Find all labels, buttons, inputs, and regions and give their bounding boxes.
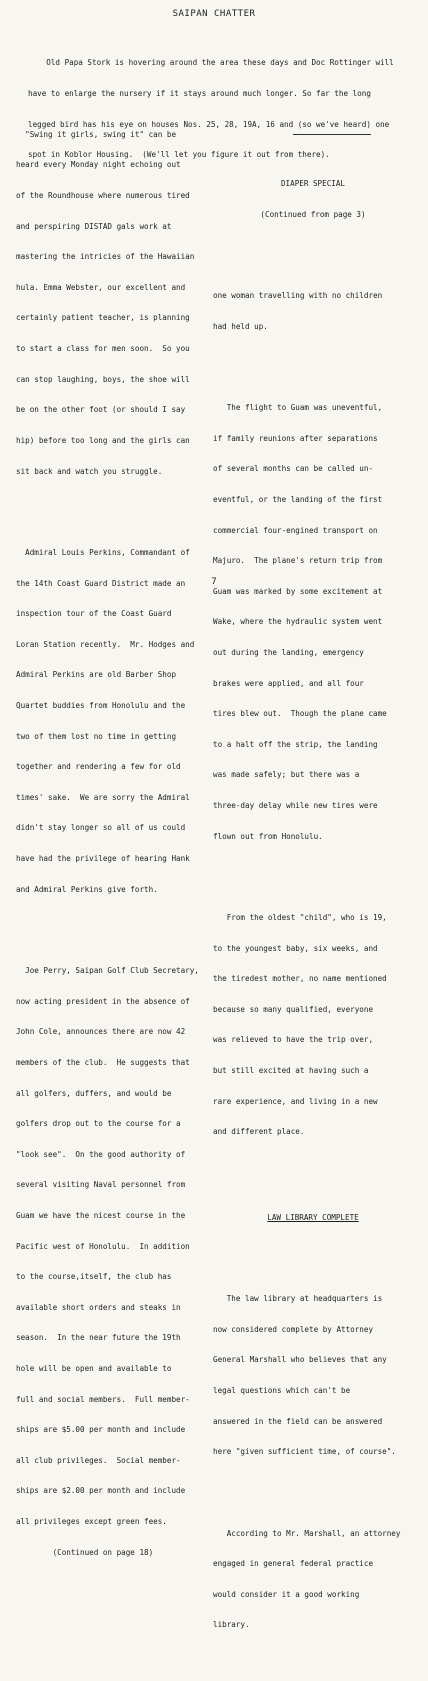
text-line: "Swing it girls, swing it" can be (16, 129, 177, 139)
text-line: hip) before too long and the girls can (16, 435, 190, 445)
page-number: 7 (211, 577, 217, 587)
golf-paragraph (16, 946, 204, 1579)
text-line: brakes were applied, and all four (213, 678, 364, 688)
text-line: According to Mr. Marshall, an attorney (213, 1528, 401, 1538)
text-line: but still excited at having such a (213, 1066, 369, 1076)
text-line: Joe Perry, Saipan Golf Club Secretary, (16, 966, 199, 976)
text-line: mastering the intricies of the Hawaiian (16, 252, 195, 262)
text-line: all club privileges. Social member- (16, 1455, 181, 1465)
section-heading: LAW LIBRARY COMPLETE (267, 1212, 359, 1222)
text-line: several visiting Naval personnel from (16, 1180, 186, 1190)
text-line: Admiral Perkins are old Barber Shop (16, 670, 177, 680)
text-line: was made safely; but there was a (213, 770, 360, 780)
text-line: because so many qualified, everyone (213, 1004, 374, 1014)
flight-paragraph (213, 383, 413, 863)
text-line: now acting president in the absence of (16, 996, 190, 1006)
text-line: all privileges except green fees. (16, 1517, 167, 1527)
text-line: and different place. (213, 1127, 305, 1137)
text-line: hula. Emma Webster, our excellent and (16, 282, 186, 292)
text-line: to a halt off the strip, the landing (213, 739, 378, 749)
text-line: flown out from Honolulu. (213, 831, 323, 841)
text-line: The law library at headquarters is (213, 1294, 383, 1304)
text-line: golfers drop out to the course for a (16, 1119, 181, 1129)
text-line: the tiredest mother, no name mentioned (213, 974, 387, 984)
text-line: times' sake. We are sorry the Admiral (16, 792, 190, 802)
text-line: heard every Monday night echoing out (16, 160, 181, 170)
text-line: out during the landing, emergency (213, 647, 364, 657)
text-line: have to enlarge the nursery if it stays around much longer. So far the long (28, 89, 371, 99)
text-line: Quartet buddies from Honolulu and the (16, 700, 186, 710)
text-line: eventful, or the landing of the first (213, 494, 383, 504)
text-line: answered in the field can be answered (213, 1416, 383, 1426)
text-line: to the youngest baby, six weeks, and (213, 943, 378, 953)
diaper-continuation (213, 271, 413, 353)
text-line: have had the privilege of hearing Hank (16, 854, 190, 864)
text-line: one woman travelling with no children (213, 291, 383, 301)
text-line: all golfers, duffers, and would be (16, 1088, 172, 1098)
text-line: ships are $2.00 per month and include (16, 1486, 186, 1496)
text-line: General Marshall who believes that any (213, 1355, 387, 1365)
continued-note: (Continued on page 18) (16, 1547, 154, 1557)
text-line: Guam was marked by some excitement at (213, 586, 383, 596)
text-line: and Admiral Perkins give forth. (16, 884, 158, 894)
text-line: now considered complete by Attorney (213, 1324, 374, 1334)
text-line: had held up. (213, 321, 268, 331)
text-line: Old Papa Stork is hovering around the area these days and Doc Rottinger will (28, 58, 394, 68)
text-line: of several months can be called un- (213, 464, 374, 474)
left-column (16, 89, 204, 1609)
text-line: certainly patient teacher, is planning (16, 313, 190, 323)
text-line: full and social members. Full member- (16, 1394, 190, 1404)
section-heading: DIAPER SPECIAL (280, 179, 345, 189)
text-line: to the course,itself, the club has (16, 1272, 172, 1282)
text-line: was relieved to have the trip over, (213, 1035, 374, 1045)
text-line: and perspiring DISTAD gals work at (16, 221, 172, 231)
text-line: two of them lost no time in getting (16, 731, 177, 741)
text-line: Pacific west of Honolulu. In addition (16, 1241, 190, 1251)
text-line: together and rendering a few for old (16, 762, 181, 772)
text-line: didn't stay longer so all of us could (16, 823, 186, 833)
section-subheading: (Continued from page 3) (260, 209, 366, 219)
text-line: three-day delay while new tires were (213, 801, 378, 810)
text-line: Majuro. The plane's return trip from (213, 556, 383, 566)
text-line: Loran Station recently. Mr. Hodges and (16, 639, 195, 649)
text-line: engaged in general federal practice (213, 1559, 374, 1569)
text-line: "look see". On the good authority of (16, 1149, 186, 1159)
text-line: available short orders and steaks in (16, 1302, 181, 1312)
text-line: be on the other foot (or should I say (16, 405, 186, 415)
text-line: John Cole, announces there are now 42 (16, 1027, 186, 1037)
text-line: tires blew out. Though the plane came (213, 709, 387, 719)
text-line: can stop laughing, boys, the shoe will (16, 374, 190, 384)
text-line: the 14th Coast Guard District made an (16, 578, 186, 588)
text-line: library. (213, 1620, 250, 1630)
text-line: legal questions which can't be (213, 1385, 351, 1395)
text-line: spot in Koblor Housing. (We'll let you figure it out from there). (28, 150, 330, 160)
text-line: Wake, where the hydraulic system went (213, 617, 383, 627)
text-line: Admiral Louis Perkins, Commandant of (16, 547, 190, 557)
law-library-paragraph (213, 1274, 413, 1478)
text-line: inspection tour of the Coast Guard (16, 609, 172, 619)
text-line: here "given sufficient time, of course". (213, 1447, 396, 1457)
text-line: if family reunions after separations (213, 433, 378, 443)
text-line: to start a class for men soon. So you (16, 344, 190, 354)
text-line: rare experience, and living in a new (213, 1096, 378, 1106)
text-line: The flight to Guam was uneventful, (213, 403, 383, 413)
text-line: legged bird has his eye on houses Nos. 25, 28, 19A, 16 and (so we've heard) one (28, 119, 390, 129)
text-line: From the oldest "child", who is 19, (213, 913, 387, 923)
page-title: SAIPAN CHATTER (172, 9, 256, 19)
text-line: members of the club. He suggests that (16, 1057, 190, 1067)
text-line: season. In the near future the 19th (16, 1333, 181, 1343)
text-line: ships are $5.00 per month and include (16, 1425, 186, 1435)
text-line: sit back and watch you struggle. (16, 466, 163, 476)
text-line: would consider it a good working (213, 1589, 360, 1599)
text-line: commercial four-engined transport on (213, 525, 378, 535)
right-column (213, 118, 413, 1681)
text-line: hole will be open and available to (16, 1363, 172, 1373)
attorney-paragraph (213, 1508, 413, 1651)
text-line: of the Roundhouse where numerous tired (16, 191, 190, 201)
divider (293, 133, 371, 135)
text-line: Guam we have the nicest course in the (16, 1210, 186, 1220)
hula-paragraph (16, 109, 204, 497)
child-paragraph (213, 893, 413, 1158)
